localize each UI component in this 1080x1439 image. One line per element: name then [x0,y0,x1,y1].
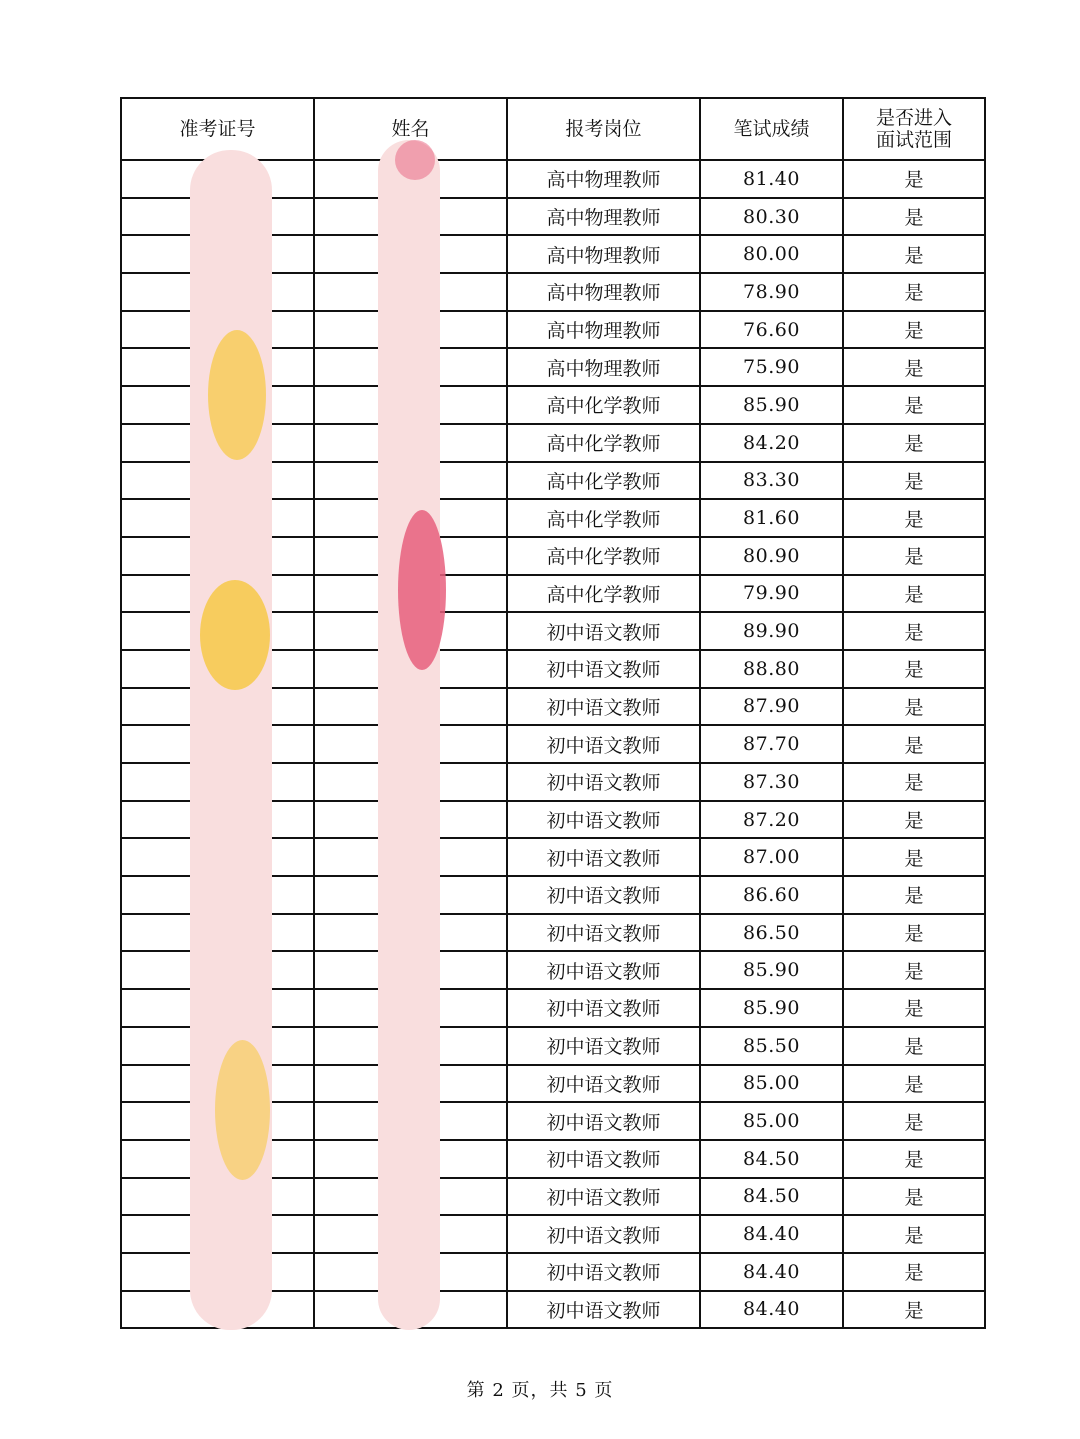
interview-cell: 是 [843,1027,985,1065]
interview-cell: 是 [843,650,985,688]
sticker-decoration [215,1040,270,1180]
interview-cell: 是 [843,198,985,236]
score-cell: 80.30 [700,198,843,236]
sticker-decoration [208,330,266,460]
position-cell: 高中物理教师 [507,198,700,236]
position-cell: 初中语文教师 [507,1291,700,1329]
position-cell: 初中语文教师 [507,1140,700,1178]
interview-cell: 是 [843,575,985,613]
score-cell: 84.40 [700,1291,843,1329]
header-interview: 是否进入 面试范围 [843,98,985,160]
score-cell: 87.30 [700,763,843,801]
score-cell: 85.00 [700,1102,843,1140]
score-cell: 87.00 [700,838,843,876]
position-cell: 高中化学教师 [507,386,700,424]
position-cell: 高中化学教师 [507,424,700,462]
score-cell: 78.90 [700,273,843,311]
score-cell: 84.20 [700,424,843,462]
position-cell: 高中物理教师 [507,235,700,273]
score-cell: 85.90 [700,386,843,424]
interview-cell: 是 [843,537,985,575]
score-cell: 84.40 [700,1253,843,1291]
position-cell: 初中语文教师 [507,838,700,876]
sticker-decoration [398,510,446,670]
interview-cell: 是 [843,386,985,424]
score-cell: 80.00 [700,235,843,273]
interview-cell: 是 [843,951,985,989]
position-cell: 高中化学教师 [507,462,700,500]
interview-cell: 是 [843,688,985,726]
position-cell: 初中语文教师 [507,1027,700,1065]
redaction-sticker [378,140,440,1330]
interview-cell: 是 [843,914,985,952]
score-cell: 79.90 [700,575,843,613]
position-cell: 初中语文教师 [507,1215,700,1253]
interview-cell: 是 [843,1065,985,1103]
interview-cell: 是 [843,235,985,273]
position-cell: 初中语文教师 [507,951,700,989]
position-cell: 初中语文教师 [507,876,700,914]
header-exam-id: 准考证号 [121,98,314,160]
position-cell: 初中语文教师 [507,725,700,763]
interview-cell: 是 [843,1291,985,1329]
position-cell: 初中语文教师 [507,650,700,688]
score-cell: 86.50 [700,914,843,952]
position-cell: 高中化学教师 [507,499,700,537]
interview-cell: 是 [843,311,985,349]
score-cell: 83.30 [700,462,843,500]
score-cell: 84.40 [700,1215,843,1253]
interview-cell: 是 [843,499,985,537]
interview-cell: 是 [843,462,985,500]
interview-cell: 是 [843,763,985,801]
score-cell: 84.50 [700,1140,843,1178]
position-cell: 高中物理教师 [507,160,700,198]
header-score: 笔试成绩 [700,98,843,160]
score-cell: 86.60 [700,876,843,914]
score-cell: 75.90 [700,348,843,386]
interview-cell: 是 [843,348,985,386]
header-position: 报考岗位 [507,98,700,160]
position-cell: 初中语文教师 [507,1253,700,1291]
score-cell: 84.50 [700,1178,843,1216]
interview-cell: 是 [843,725,985,763]
header-row [121,98,985,160]
position-cell: 初中语文教师 [507,1178,700,1216]
interview-cell: 是 [843,876,985,914]
position-cell: 高中化学教师 [507,537,700,575]
page-indicator: 第 2 页，共 5 页 [466,1380,614,1401]
header-name: 姓名 [314,98,507,160]
interview-cell: 是 [843,1253,985,1291]
interview-cell: 是 [843,1102,985,1140]
score-cell: 87.20 [700,801,843,839]
interview-cell: 是 [843,801,985,839]
position-cell: 初中语文教师 [507,1065,700,1103]
interview-cell: 是 [843,1215,985,1253]
position-cell: 初中语文教师 [507,914,700,952]
interview-cell: 是 [843,1178,985,1216]
position-cell: 初中语文教师 [507,688,700,726]
interview-cell: 是 [843,273,985,311]
interview-cell: 是 [843,160,985,198]
score-cell: 87.90 [700,688,843,726]
position-cell: 初中语文教师 [507,1102,700,1140]
position-cell: 初中语文教师 [507,801,700,839]
interview-cell: 是 [843,838,985,876]
score-cell: 81.40 [700,160,843,198]
interview-cell: 是 [843,1140,985,1178]
position-cell: 高中物理教师 [507,348,700,386]
sticker-decoration [200,580,270,690]
position-cell: 初中语文教师 [507,989,700,1027]
score-cell: 81.60 [700,499,843,537]
score-cell: 80.90 [700,537,843,575]
position-cell: 高中物理教师 [507,273,700,311]
interview-cell: 是 [843,989,985,1027]
score-cell: 85.90 [700,989,843,1027]
position-cell: 高中物理教师 [507,311,700,349]
score-cell: 87.70 [700,725,843,763]
score-cell: 76.60 [700,311,843,349]
position-cell: 初中语文教师 [507,612,700,650]
position-cell: 高中化学教师 [507,575,700,613]
score-cell: 85.50 [700,1027,843,1065]
score-cell: 88.80 [700,650,843,688]
interview-cell: 是 [843,424,985,462]
score-cell: 85.00 [700,1065,843,1103]
sticker-decoration [395,140,435,180]
interview-cell: 是 [843,612,985,650]
score-cell: 89.90 [700,612,843,650]
position-cell: 初中语文教师 [507,763,700,801]
score-cell: 85.90 [700,951,843,989]
